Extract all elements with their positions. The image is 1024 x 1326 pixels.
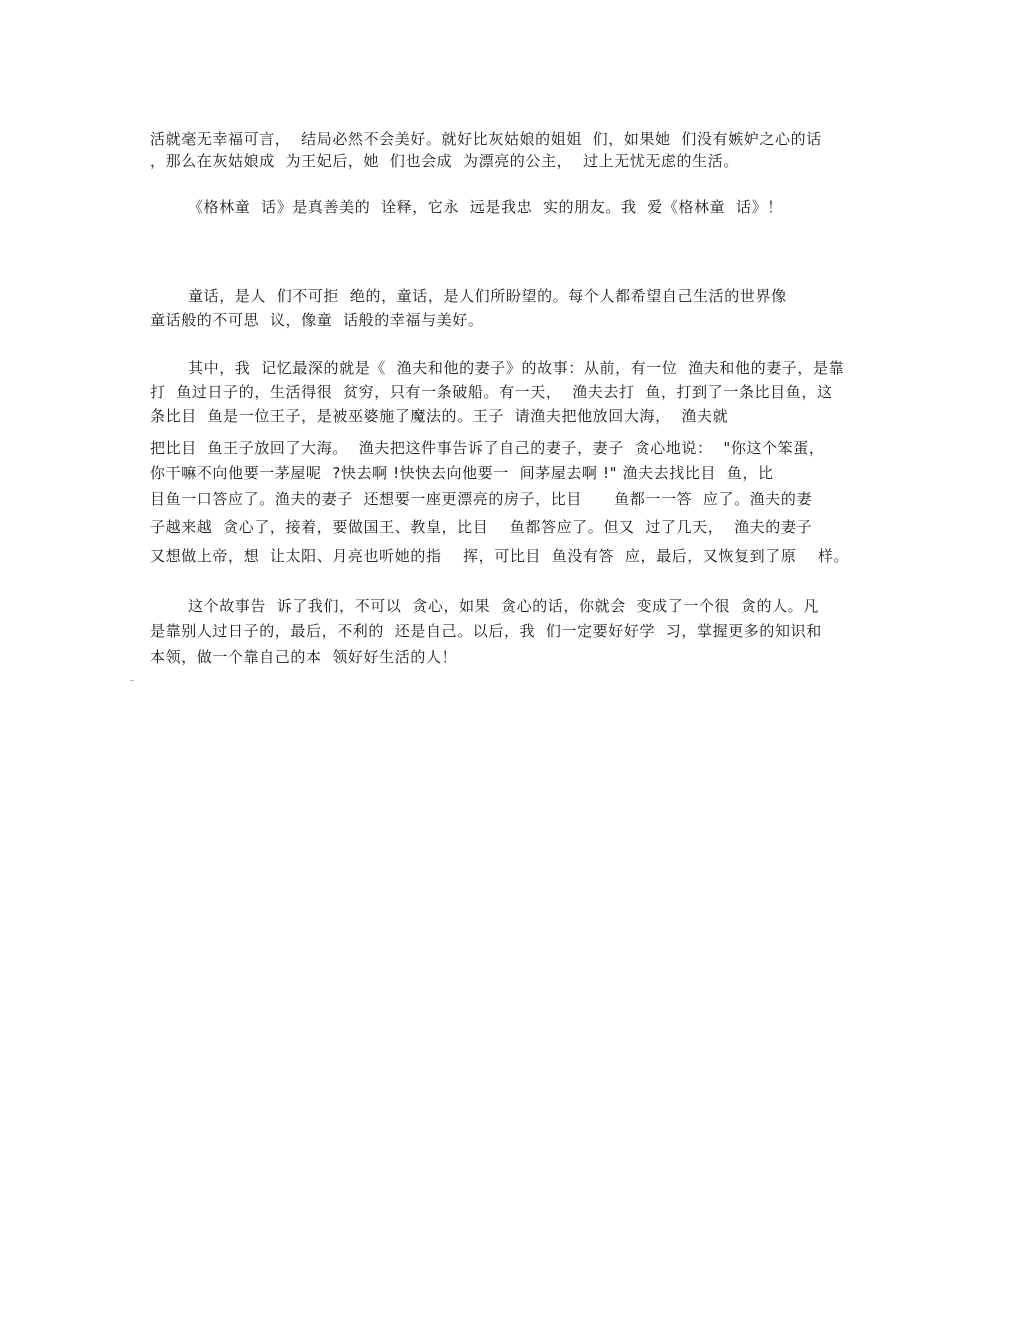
paragraph-1-line-1: 活就毫无幸福可言， 结局必然不会美好。就好比灰姑娘的姐姐 们，如果她 们没有嫉妒之心的话 <box>150 130 822 148</box>
paragraph-4-line-4: 把比目 鱼王子放回了大海。 渔夫把这件事告诉了自己的妻子，妻子 贪心地说： "你这个笨蛋， <box>150 439 825 457</box>
paragraph-4-line-8: 又想做上帝，想 让太阳、月亮也听她的指 挥，可比目 鱼没有答 应，最后，又恢复到了原 样。 <box>150 547 850 565</box>
paragraph-5-line-2: 是靠别人过日子的，最后，不利的 还是自己。以后，我 们一定要好好学 习，掌握更多的知识和 <box>150 622 822 640</box>
paragraph-3-line-1: 童话，是人 们不可拒 绝的，童话，是人们所盼望的。每个人都希望自己生活的世界像 <box>188 287 787 305</box>
scan-artifact <box>130 680 134 681</box>
paragraph-4-line-6: 目鱼一口答应了。渔夫的妻子 还想要一座更漂亮的房子，比目 鱼都一一答 应了。渔夫的妻 <box>150 490 813 508</box>
paragraph-4-line-2: 打 鱼过日子的，生活得很 贫穷，只有一条破船。有一天， 渔夫去打 鱼，打到了一条比目鱼，这 <box>150 383 833 401</box>
paragraph-2-line-1: 《格林童 话》是真善美的 诠释，它永 远是我忠 实的朋友。我 爱《格林童 话》！ <box>188 198 783 216</box>
paragraph-5-line-3: 本领，做一个靠自己的本 领好好生活的人！ <box>150 648 458 666</box>
paragraph-3-line-2: 童话般的不可思 议，像童 话般的幸福与美好。 <box>150 311 484 329</box>
paragraph-1-line-2: ，那么在灰姑娘成 为王妃后，她 们也会成 为漂亮的公主， 过上无忧无虑的生活。 <box>150 152 739 170</box>
paragraph-5-line-1: 这个故事告 诉了我们，不可以 贪心，如果 贪心的话，你就会 变成了一个很 贪的人。凡 <box>188 597 819 615</box>
paragraph-4-line-1: 其中，我 记忆最深的就是《 渔夫和他的妻子》的故事：从前，有一位 渔夫和他的妻子，是靠 <box>188 359 845 377</box>
paragraph-4-line-7: 子越来越 贪心了，接着，要做国王、教皇，比目 鱼都答应了。但又 过了几天， 渔夫的妻子 <box>150 518 813 536</box>
paragraph-4-line-5: 你干嘛不向他要一茅屋呢 ?快去啊 !快快去向他要一 间茅屋去啊 !" 渔夫去找比目 鱼，比 <box>150 464 774 482</box>
paragraph-4-line-3: 条比目 鱼是一位王子，是被巫婆施了魔法的。王子 请渔夫把他放回大海， 渔夫就 <box>150 407 729 425</box>
